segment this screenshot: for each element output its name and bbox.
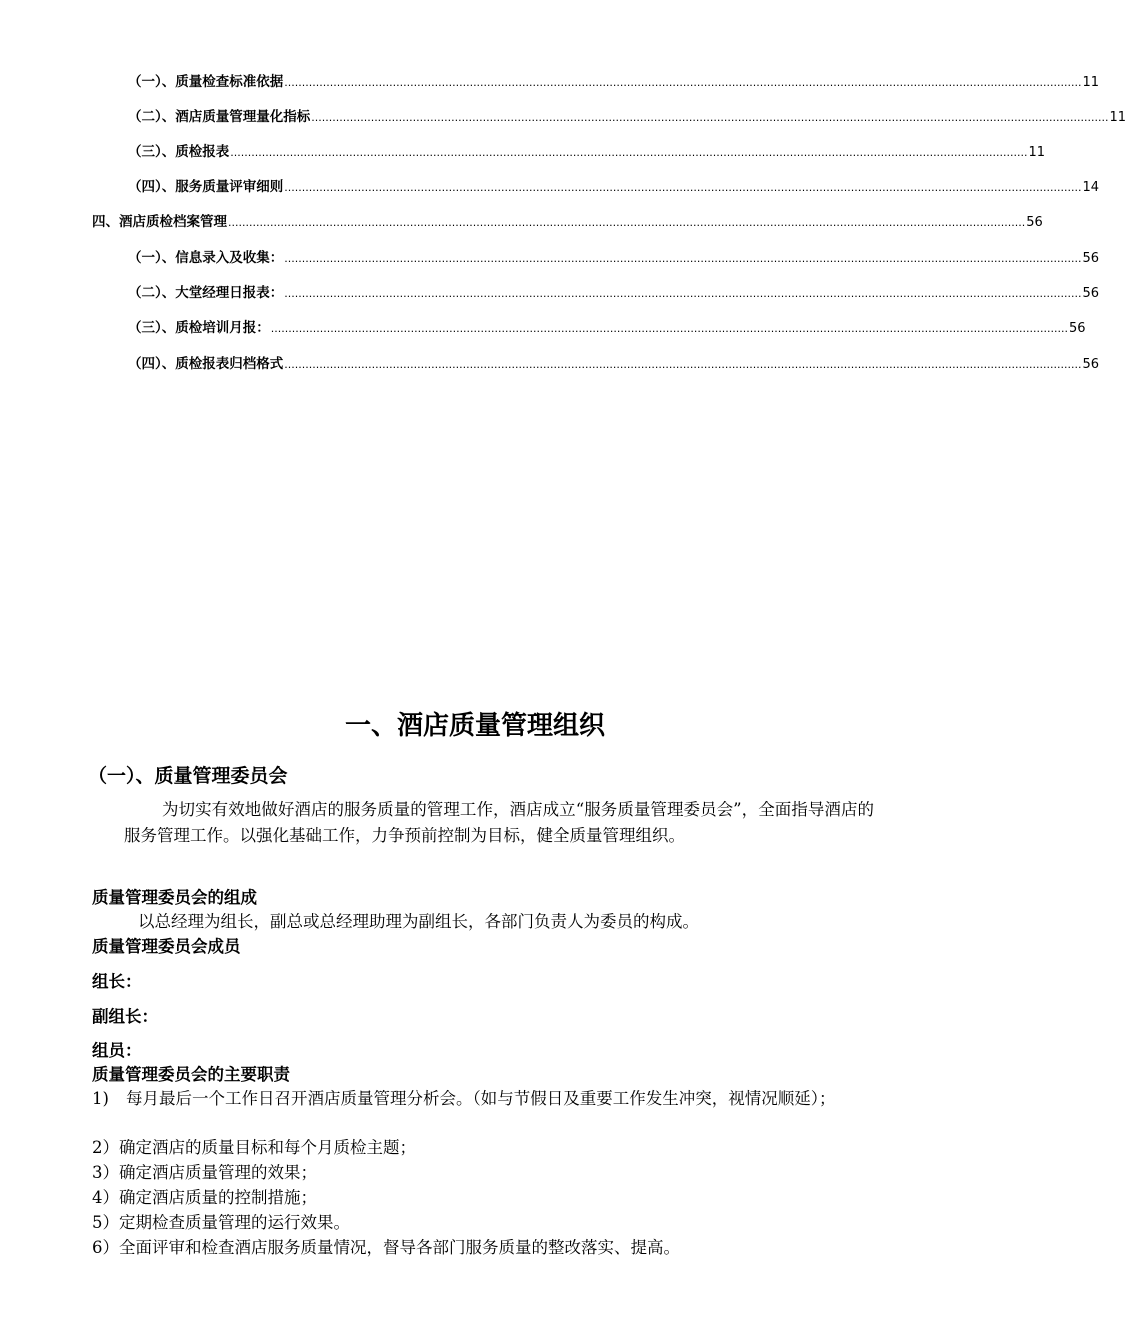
members-heading: 质量管理委员会成员 xyxy=(92,937,241,956)
duty-item: 5）定期检查质量管理的运行效果。 xyxy=(92,1213,350,1232)
duty-text: 每月最后一个工作日召开酒店质量管理分析会。（如与节假日及重要工作发生冲突，视情况顺延）； xyxy=(126,1089,836,1108)
section-heading: （一）、质量管理委员会 xyxy=(88,765,288,787)
toc-entry[interactable] xyxy=(128,72,1100,92)
toc-leader-dots: .................................................................................................................................................................................................................................... xyxy=(284,181,1082,194)
leader-label: 组长： xyxy=(92,972,142,991)
toc-leader-dots: .................................................................................................................................................................................................................................... xyxy=(311,111,1109,124)
toc-leader-dots: .................................................................................................................................................................................................................................... xyxy=(228,216,1026,229)
toc-leader-dots: .................................................................................................................................................................................................................................... xyxy=(230,146,1028,159)
toc-entry[interactable] xyxy=(128,354,1100,374)
toc-leader-dots: .................................................................................................................................................................................................................................... xyxy=(284,76,1082,89)
toc-entry-title: （三）、质检培训月报： xyxy=(128,320,270,336)
toc-entry[interactable] xyxy=(128,248,1100,268)
duty-item: 4）确定酒店质量的控制措施； xyxy=(92,1188,317,1207)
toc-entry[interactable] xyxy=(128,142,1046,162)
toc-entry-title: （四）、质检报表归档格式 xyxy=(128,356,284,372)
duty-item: 3）确定酒店质量管理的效果； xyxy=(92,1163,317,1182)
toc-entry[interactable] xyxy=(128,177,1100,197)
toc-entry-title: （四）、服务质量评审细则 xyxy=(128,179,284,195)
toc-entry-title: （二）、酒店质量管理量化指标 xyxy=(128,109,311,125)
toc-entry-page: 56 xyxy=(1082,357,1100,372)
toc-leader-dots: .................................................................................................................................................................................................................................... xyxy=(284,358,1082,371)
toc-entry-page: 11 xyxy=(1082,75,1100,90)
toc-entry-title: （一）、信息录入及收集： xyxy=(128,250,284,266)
composition-text: 以总经理为组长，副总或总经理助理为副组长，各部门负责人为委员的构成。 xyxy=(138,912,699,931)
toc-leader-dots: .................................................................................................................................................................................................................................... xyxy=(270,322,1068,335)
duties-heading: 质量管理委员会的主要职责 xyxy=(92,1065,290,1084)
chapter-title: 一、酒店质量管理组织 xyxy=(344,711,605,741)
toc-entry-page: 56 xyxy=(1082,251,1100,266)
toc-entry-title: （三）、质检报表 xyxy=(128,144,230,160)
duty-item xyxy=(92,1086,874,1111)
toc-entry-page: 14 xyxy=(1082,180,1100,195)
toc-entry-page: 56 xyxy=(1026,215,1043,230)
toc-entry[interactable] xyxy=(128,283,1100,303)
duty-item: 6）全面评审和检查酒店服务质量情况，督导各部门服务质量的整改落实、提高。 xyxy=(92,1238,680,1257)
toc-entry[interactable] xyxy=(128,107,1126,127)
deputy-leader-label: 副组长： xyxy=(92,1007,158,1026)
toc-entry-title: （一）、质量检查标准依据 xyxy=(128,74,284,90)
duty-item: 2）确定酒店的质量目标和每个月质检主题； xyxy=(92,1138,416,1157)
toc-entry-page: 56 xyxy=(1068,321,1086,336)
duty-number: 1) xyxy=(92,1089,109,1108)
toc-entry-page: 11 xyxy=(1109,110,1126,125)
intro-paragraph: 为切实有效地做好酒店的服务质量的管理工作，酒店成立“服务质量管理委员会”，全面指导酒店的服务管理工作。以强化基础工作，力争预前控制为目标，健全质量管理组织。 xyxy=(124,800,874,845)
toc-entry-title: 四、酒店质检档案管理 xyxy=(92,214,227,230)
toc-leader-dots: .................................................................................................................................................................................................................................... xyxy=(284,252,1082,265)
members-label: 组员： xyxy=(92,1041,142,1060)
toc-leader-dots: .................................................................................................................................................................................................................................... xyxy=(284,287,1082,300)
toc-entry[interactable] xyxy=(128,318,1086,338)
toc-entry-title: （二）、大堂经理日报表： xyxy=(128,285,284,301)
toc-entry[interactable] xyxy=(92,212,1043,232)
toc-entry-page: 56 xyxy=(1082,286,1100,301)
toc-entry-page: 11 xyxy=(1028,145,1046,160)
composition-heading: 质量管理委员会的组成 xyxy=(92,888,257,907)
